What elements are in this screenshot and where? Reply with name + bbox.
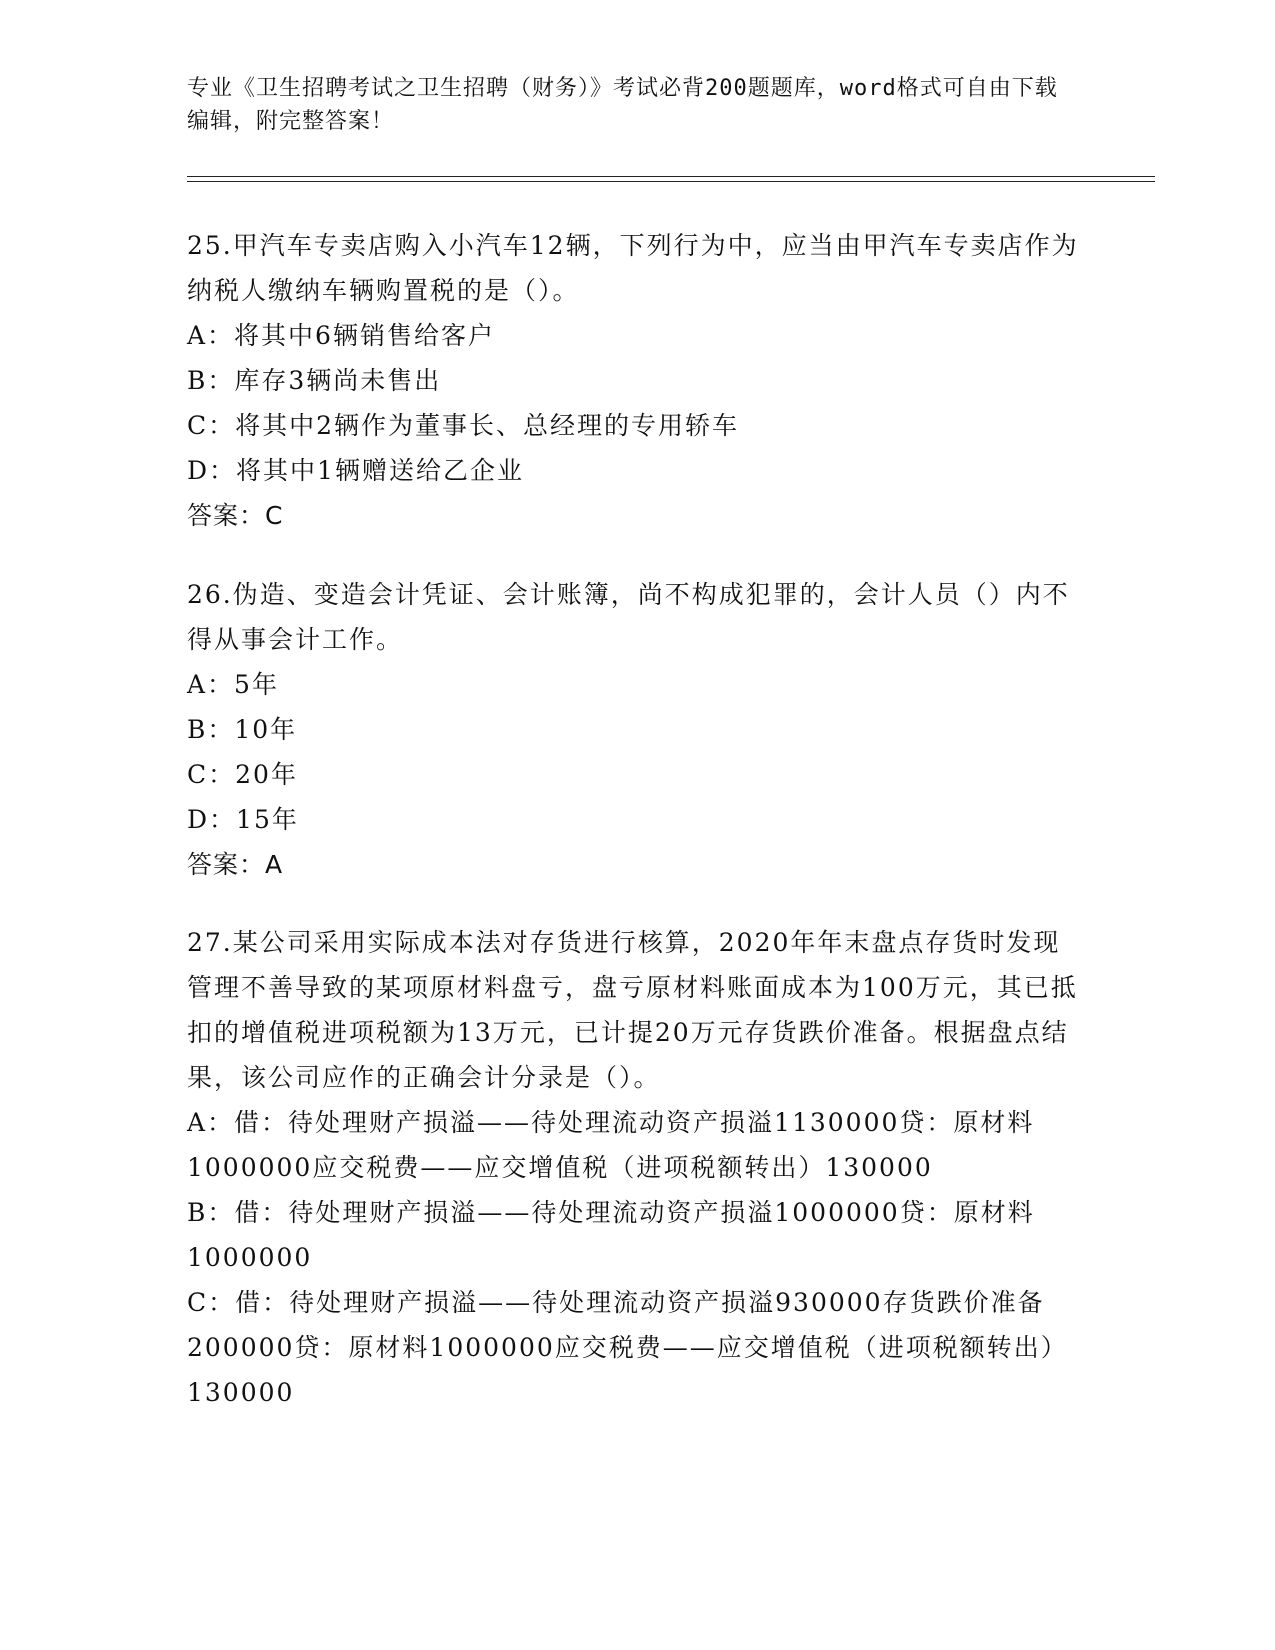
- document-header: 专业《卫生招聘考试之卫生招聘（财务）》考试必背200题题库，word格式可自由下载编辑，附完整答案！: [187, 76, 1058, 134]
- option-a: A：将其中6辆销售给客户: [187, 321, 495, 350]
- option-c: C：将其中2辆作为董事长、总经理的专用轿车: [187, 411, 740, 440]
- option-d: D：将其中1辆赠送给乙企业: [187, 456, 524, 485]
- option-a: A：借：待处理财产损溢——待处理流动资产损溢1130000贷：原材料1000000应交税费——应交增值税（进项税额转出）130000: [187, 1108, 1035, 1182]
- answer-label: 答案：A: [187, 850, 284, 879]
- option-b: B：借：待处理财产损溢——待处理流动资产损溢1000000贷：原材料1000000: [187, 1198, 1035, 1272]
- question-25: [187, 223, 1087, 538]
- option-b: B：10年: [187, 715, 298, 744]
- option-a: A：5年: [187, 670, 279, 699]
- option-c: C：借：待处理财产损溢——待处理流动资产损溢930000存货跌价准备200000贷：原材料1000000应交税费——应交增值税（进项税额转出）130000: [187, 1288, 1068, 1407]
- option-b: B：库存3辆尚未售出: [187, 366, 442, 395]
- answer-label: 答案：C: [187, 501, 284, 530]
- option-d: D：15年: [187, 805, 299, 834]
- question-27: [187, 920, 1087, 1415]
- question-text: 26.伪造、变造会计凭证、会计账簿，尚不构成犯罪的，会计人员（）内不得从事会计工作。: [187, 580, 1070, 654]
- option-c: C：20年: [187, 760, 298, 789]
- question-text: 27.某公司采用实际成本法对存货进行核算，2020年年末盘点存货时发现管理不善导致的某项原材料盘亏，盘亏原材料账面成本为100万元，其已抵扣的增值税进项税额为13万元，已计提20万元存货跌价准备。根据盘点结果，该公司应作的正确会计分录是（）。: [187, 928, 1078, 1092]
- header-divider-top: [187, 176, 1155, 177]
- header-divider-bottom: [187, 181, 1155, 182]
- question-26: [187, 572, 1087, 887]
- question-text: 25.甲汽车专卖店购入小汽车12辆，下列行为中，应当由甲汽车专卖店作为纳税人缴纳车辆购置税的是（）。: [187, 231, 1079, 305]
